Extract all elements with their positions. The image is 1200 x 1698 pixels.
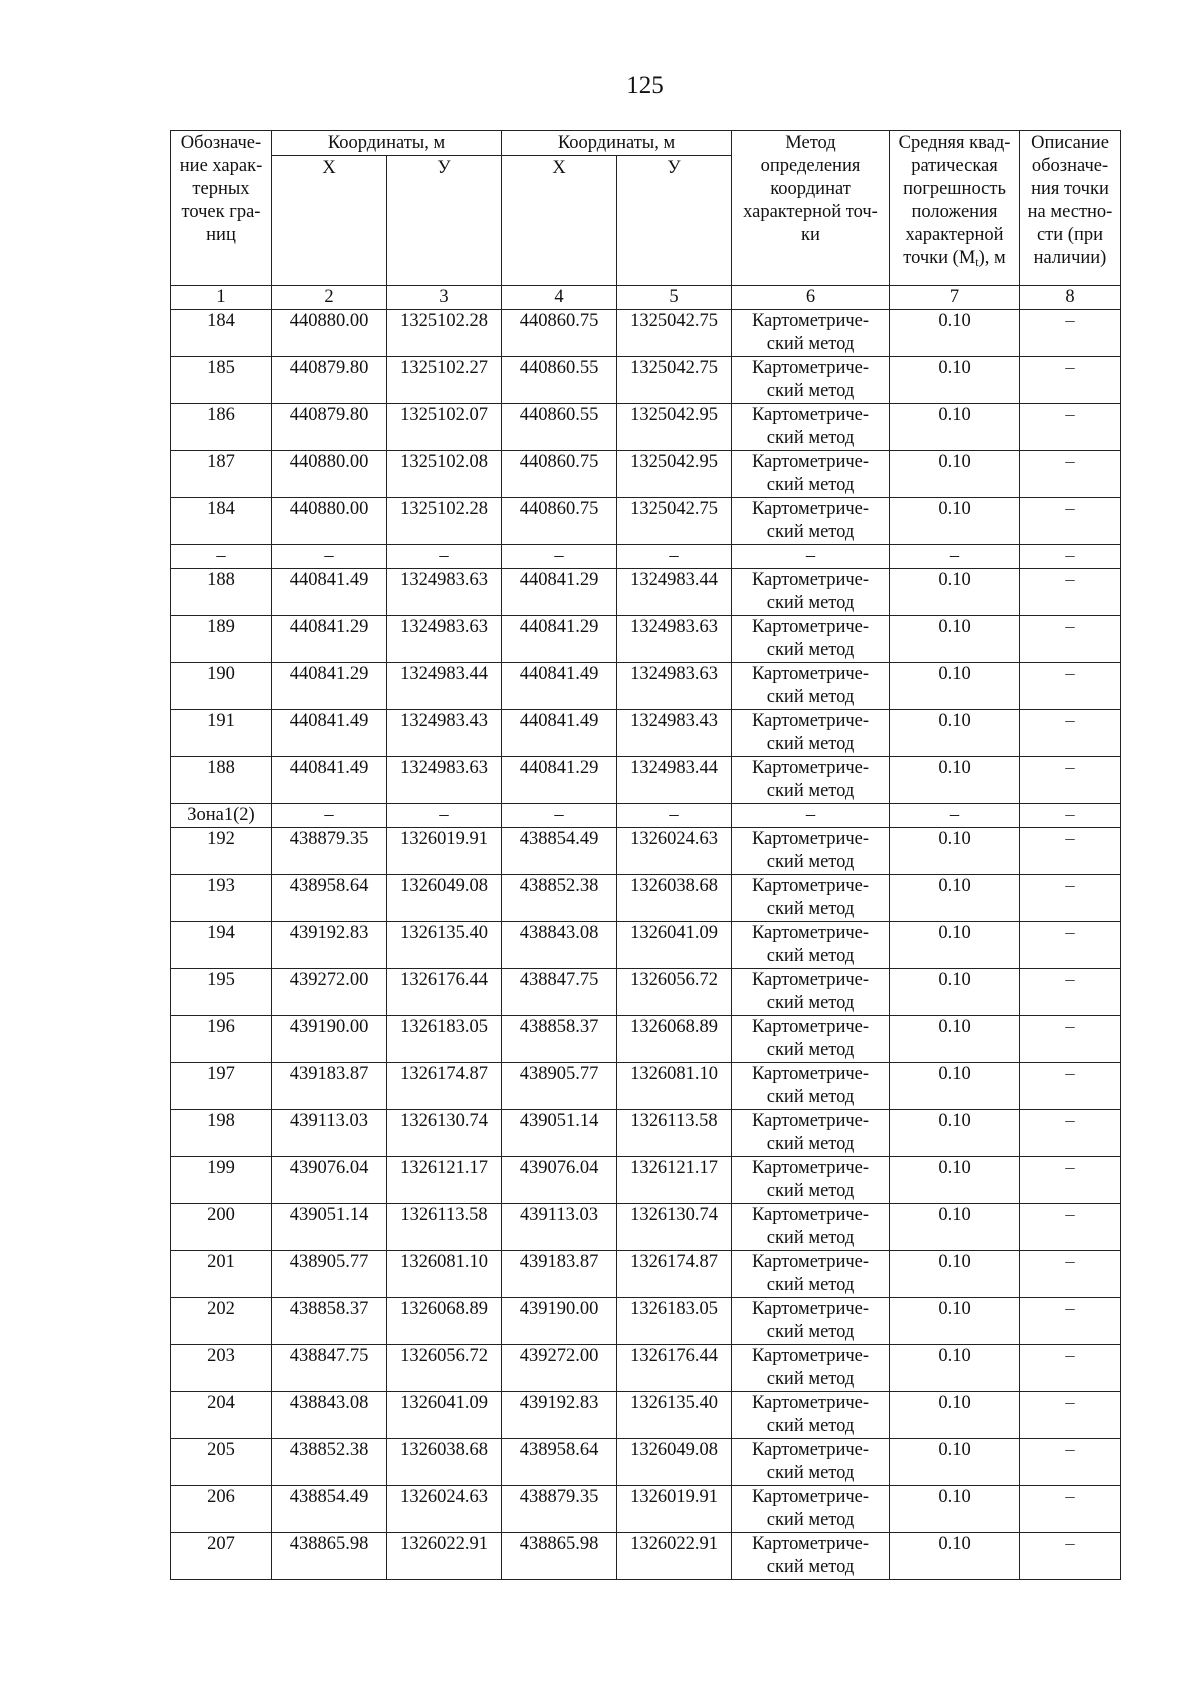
point-id-cell: 194 bbox=[171, 922, 272, 969]
description-cell: – bbox=[1020, 357, 1121, 404]
point-id-cell: 205 bbox=[171, 1439, 272, 1486]
x1-cell: 440879.80 bbox=[272, 404, 387, 451]
x2-cell: 440860.75 bbox=[502, 310, 617, 357]
error-cell: 0.10 bbox=[890, 1533, 1020, 1580]
table-row bbox=[171, 710, 1121, 757]
error-cell: 0.10 bbox=[890, 1392, 1020, 1439]
point-id-cell: 197 bbox=[171, 1063, 272, 1110]
header-coordinates-group-a: Координаты, м bbox=[272, 131, 502, 156]
table-row bbox=[171, 1204, 1121, 1251]
description-cell: – bbox=[1020, 451, 1121, 498]
x1-cell: 439113.03 bbox=[272, 1110, 387, 1157]
method-cell: Картометриче- ский метод bbox=[732, 1392, 890, 1439]
point-id-cell: 203 bbox=[171, 1345, 272, 1392]
error-cell: 0.10 bbox=[890, 498, 1020, 545]
point-id-cell: 199 bbox=[171, 1157, 272, 1204]
x1-cell: 438843.08 bbox=[272, 1392, 387, 1439]
x2-cell: 440860.55 bbox=[502, 404, 617, 451]
method-cell: Картометриче- ский метод bbox=[732, 357, 890, 404]
error-cell: 0.10 bbox=[890, 569, 1020, 616]
y1-cell: – bbox=[387, 545, 502, 569]
table-row bbox=[171, 1298, 1121, 1345]
description-cell: – bbox=[1020, 804, 1121, 828]
method-cell: Картометриче- ский метод bbox=[732, 1533, 890, 1580]
header-x-b: Х bbox=[502, 156, 617, 286]
error-cell: 0.10 bbox=[890, 1063, 1020, 1110]
error-cell: 0.10 bbox=[890, 710, 1020, 757]
y2-cell: 1325042.95 bbox=[617, 451, 732, 498]
column-number: 1 bbox=[171, 286, 272, 310]
description-cell: – bbox=[1020, 969, 1121, 1016]
table-row bbox=[171, 1345, 1121, 1392]
description-cell: – bbox=[1020, 828, 1121, 875]
error-cell: 0.10 bbox=[890, 616, 1020, 663]
x2-cell: 440860.75 bbox=[502, 498, 617, 545]
error-cell: 0.10 bbox=[890, 757, 1020, 804]
x2-cell: 438847.75 bbox=[502, 969, 617, 1016]
y1-cell: 1325102.27 bbox=[387, 357, 502, 404]
y2-cell: 1326081.10 bbox=[617, 1063, 732, 1110]
description-cell: – bbox=[1020, 1063, 1121, 1110]
method-cell: Картометриче- ский метод bbox=[732, 310, 890, 357]
y1-cell: 1325102.28 bbox=[387, 310, 502, 357]
x1-cell: 440880.00 bbox=[272, 498, 387, 545]
x2-cell: 440841.29 bbox=[502, 569, 617, 616]
method-cell: Картометриче- ский метод bbox=[732, 1016, 890, 1063]
table-row bbox=[171, 1392, 1121, 1439]
y2-cell: 1326056.72 bbox=[617, 969, 732, 1016]
x1-cell: 438905.77 bbox=[272, 1251, 387, 1298]
point-id-cell: – bbox=[171, 545, 272, 569]
table-row bbox=[171, 969, 1121, 1016]
table-row bbox=[171, 663, 1121, 710]
column-number: 8 bbox=[1020, 286, 1121, 310]
y1-cell: 1326024.63 bbox=[387, 1486, 502, 1533]
method-cell: Картометриче- ский метод bbox=[732, 451, 890, 498]
error-cell: 0.10 bbox=[890, 310, 1020, 357]
y1-cell: 1326038.68 bbox=[387, 1439, 502, 1486]
y2-cell: 1324983.43 bbox=[617, 710, 732, 757]
table-row bbox=[171, 922, 1121, 969]
x1-cell: 440841.29 bbox=[272, 663, 387, 710]
table-body bbox=[171, 310, 1121, 1580]
x2-cell: 438958.64 bbox=[502, 1439, 617, 1486]
table-row bbox=[171, 310, 1121, 357]
point-id-cell: 200 bbox=[171, 1204, 272, 1251]
method-cell: Картометриче- ский метод bbox=[732, 1345, 890, 1392]
description-cell: – bbox=[1020, 616, 1121, 663]
y1-cell: 1326130.74 bbox=[387, 1110, 502, 1157]
method-cell: Картометриче- ский метод bbox=[732, 710, 890, 757]
y2-cell: 1326068.89 bbox=[617, 1016, 732, 1063]
y2-cell: 1326135.40 bbox=[617, 1392, 732, 1439]
error-cell: 0.10 bbox=[890, 1110, 1020, 1157]
error-cell: 0.10 bbox=[890, 663, 1020, 710]
point-id-cell: 207 bbox=[171, 1533, 272, 1580]
description-cell: – bbox=[1020, 1110, 1121, 1157]
error-cell: 0.10 bbox=[890, 1157, 1020, 1204]
y2-cell: 1326176.44 bbox=[617, 1345, 732, 1392]
x2-cell: 439183.87 bbox=[502, 1251, 617, 1298]
description-cell: – bbox=[1020, 404, 1121, 451]
header-y-b: У bbox=[617, 156, 732, 286]
table-row bbox=[171, 875, 1121, 922]
y1-cell: 1326019.91 bbox=[387, 828, 502, 875]
column-number-row bbox=[171, 286, 1121, 310]
x2-cell: 439190.00 bbox=[502, 1298, 617, 1345]
description-cell: – bbox=[1020, 545, 1121, 569]
description-cell: – bbox=[1020, 1157, 1121, 1204]
y1-cell: 1326176.44 bbox=[387, 969, 502, 1016]
header-coordinates-group-b: Координаты, м bbox=[502, 131, 732, 156]
table-row bbox=[171, 1533, 1121, 1580]
x1-cell: 438852.38 bbox=[272, 1439, 387, 1486]
y2-cell: 1324983.44 bbox=[617, 569, 732, 616]
description-cell: – bbox=[1020, 1486, 1121, 1533]
method-cell: Картометриче- ский метод bbox=[732, 828, 890, 875]
error-cell: 0.10 bbox=[890, 1251, 1020, 1298]
description-cell: – bbox=[1020, 1345, 1121, 1392]
y1-cell: 1326081.10 bbox=[387, 1251, 502, 1298]
point-id-cell: 202 bbox=[171, 1298, 272, 1345]
x2-cell: 440841.29 bbox=[502, 757, 617, 804]
table-row bbox=[171, 828, 1121, 875]
y1-cell: 1325102.28 bbox=[387, 498, 502, 545]
description-cell: – bbox=[1020, 1533, 1121, 1580]
y2-cell: 1326113.58 bbox=[617, 1110, 732, 1157]
x1-cell: 438865.98 bbox=[272, 1533, 387, 1580]
coordinates-table bbox=[170, 130, 1121, 1580]
x1-cell: 440879.80 bbox=[272, 357, 387, 404]
x1-cell: 439183.87 bbox=[272, 1063, 387, 1110]
y2-cell: 1325042.75 bbox=[617, 310, 732, 357]
x2-cell: 439272.00 bbox=[502, 1345, 617, 1392]
x2-cell: – bbox=[502, 545, 617, 569]
y2-cell: – bbox=[617, 804, 732, 828]
y1-cell: 1326135.40 bbox=[387, 922, 502, 969]
table-row bbox=[171, 451, 1121, 498]
method-cell: Картометриче- ский метод bbox=[732, 569, 890, 616]
y2-cell: 1326019.91 bbox=[617, 1486, 732, 1533]
y2-cell: 1326130.74 bbox=[617, 1204, 732, 1251]
error-cell: 0.10 bbox=[890, 451, 1020, 498]
table-row bbox=[171, 404, 1121, 451]
point-id-cell: 187 bbox=[171, 451, 272, 498]
x1-cell: 439190.00 bbox=[272, 1016, 387, 1063]
method-cell: Картометриче- ский метод bbox=[732, 1298, 890, 1345]
y1-cell: 1326174.87 bbox=[387, 1063, 502, 1110]
page-number: 125 bbox=[626, 72, 664, 99]
x1-cell: 440841.49 bbox=[272, 710, 387, 757]
x2-cell: 440860.55 bbox=[502, 357, 617, 404]
y2-cell: 1326041.09 bbox=[617, 922, 732, 969]
x1-cell: 439076.04 bbox=[272, 1157, 387, 1204]
y2-cell: 1326049.08 bbox=[617, 1439, 732, 1486]
y2-cell: 1326183.05 bbox=[617, 1298, 732, 1345]
method-cell: Картометриче- ский метод bbox=[732, 1204, 890, 1251]
x2-cell: 440841.49 bbox=[502, 663, 617, 710]
x2-cell: – bbox=[502, 804, 617, 828]
header-mean-square-error: Средняя квад- ратическая погрешность положения характерной точки $(M_t)$, м bbox=[890, 131, 1020, 286]
y1-cell: 1324983.44 bbox=[387, 663, 502, 710]
method-cell: Картометриче- ский метод bbox=[732, 1157, 890, 1204]
point-id-cell: 185 bbox=[171, 357, 272, 404]
error-cell: 0.10 bbox=[890, 875, 1020, 922]
y2-cell: 1324983.44 bbox=[617, 757, 732, 804]
description-cell: – bbox=[1020, 757, 1121, 804]
error-cell: 0.10 bbox=[890, 828, 1020, 875]
x2-cell: 440860.75 bbox=[502, 451, 617, 498]
method-cell: Картометриче- ский метод bbox=[732, 969, 890, 1016]
method-cell: – bbox=[732, 545, 890, 569]
x1-cell: 440880.00 bbox=[272, 310, 387, 357]
y1-cell: – bbox=[387, 804, 502, 828]
point-id-cell: Зона1(2) bbox=[171, 804, 272, 828]
x1-cell: 438858.37 bbox=[272, 1298, 387, 1345]
point-id-cell: 204 bbox=[171, 1392, 272, 1439]
table-row bbox=[171, 1486, 1121, 1533]
y2-cell: 1325042.95 bbox=[617, 404, 732, 451]
y1-cell: 1325102.08 bbox=[387, 451, 502, 498]
error-cell: – bbox=[890, 545, 1020, 569]
y1-cell: 1326068.89 bbox=[387, 1298, 502, 1345]
description-cell: – bbox=[1020, 498, 1121, 545]
method-cell: Картометриче- ский метод bbox=[732, 1110, 890, 1157]
point-id-cell: 190 bbox=[171, 663, 272, 710]
y2-cell: – bbox=[617, 545, 732, 569]
separator-row bbox=[171, 545, 1121, 569]
method-cell: Картометриче- ский метод bbox=[732, 757, 890, 804]
x1-cell: 439272.00 bbox=[272, 969, 387, 1016]
point-id-cell: 193 bbox=[171, 875, 272, 922]
description-cell: – bbox=[1020, 310, 1121, 357]
error-cell: 0.10 bbox=[890, 357, 1020, 404]
x1-cell: 438847.75 bbox=[272, 1345, 387, 1392]
error-cell: 0.10 bbox=[890, 404, 1020, 451]
x1-cell: 439192.83 bbox=[272, 922, 387, 969]
point-id-cell: 188 bbox=[171, 569, 272, 616]
method-cell: Картометриче- ский метод bbox=[732, 1486, 890, 1533]
x1-cell: 438854.49 bbox=[272, 1486, 387, 1533]
table-row bbox=[171, 498, 1121, 545]
method-cell: Картометриче- ский метод bbox=[732, 616, 890, 663]
description-cell: – bbox=[1020, 1016, 1121, 1063]
description-cell: – bbox=[1020, 1439, 1121, 1486]
y1-cell: 1326049.08 bbox=[387, 875, 502, 922]
method-cell: Картометриче- ский метод bbox=[732, 1063, 890, 1110]
y1-cell: 1324983.43 bbox=[387, 710, 502, 757]
x1-cell: 440841.49 bbox=[272, 757, 387, 804]
y1-cell: 1325102.07 bbox=[387, 404, 502, 451]
x1-cell: – bbox=[272, 545, 387, 569]
x2-cell: 439192.83 bbox=[502, 1392, 617, 1439]
table-row bbox=[171, 616, 1121, 663]
description-cell: – bbox=[1020, 1204, 1121, 1251]
y1-cell: 1324983.63 bbox=[387, 757, 502, 804]
y1-cell: 1326022.91 bbox=[387, 1533, 502, 1580]
method-cell: Картометриче- ский метод bbox=[732, 404, 890, 451]
table-row bbox=[171, 569, 1121, 616]
point-id-cell: 184 bbox=[171, 310, 272, 357]
header-point-designation: Обозначе- ние харак- терных точек гра- ниц bbox=[171, 131, 272, 286]
y1-cell: 1326121.17 bbox=[387, 1157, 502, 1204]
y2-cell: 1324983.63 bbox=[617, 616, 732, 663]
table-row bbox=[171, 357, 1121, 404]
point-id-cell: 195 bbox=[171, 969, 272, 1016]
error-cell: 0.10 bbox=[890, 1439, 1020, 1486]
description-cell: – bbox=[1020, 663, 1121, 710]
description-cell: – bbox=[1020, 1251, 1121, 1298]
y2-cell: 1325042.75 bbox=[617, 498, 732, 545]
y2-cell: 1326022.91 bbox=[617, 1533, 732, 1580]
x2-cell: 438905.77 bbox=[502, 1063, 617, 1110]
y2-cell: 1326024.63 bbox=[617, 828, 732, 875]
column-number: 4 bbox=[502, 286, 617, 310]
point-id-cell: 188 bbox=[171, 757, 272, 804]
point-id-cell: 198 bbox=[171, 1110, 272, 1157]
header-x-a: Х bbox=[272, 156, 387, 286]
point-id-cell: 201 bbox=[171, 1251, 272, 1298]
x2-cell: 438852.38 bbox=[502, 875, 617, 922]
error-cell: – bbox=[890, 804, 1020, 828]
error-cell: 0.10 bbox=[890, 1345, 1020, 1392]
method-cell: Картометриче- ский метод bbox=[732, 1439, 890, 1486]
column-number: 2 bbox=[272, 286, 387, 310]
description-cell: – bbox=[1020, 1298, 1121, 1345]
table-row bbox=[171, 1063, 1121, 1110]
separator-row bbox=[171, 804, 1121, 828]
header-method: Метод определения координат характерной точ- ки bbox=[732, 131, 890, 286]
point-id-cell: 184 bbox=[171, 498, 272, 545]
y2-cell: 1324983.63 bbox=[617, 663, 732, 710]
x2-cell: 439113.03 bbox=[502, 1204, 617, 1251]
table-row bbox=[171, 1157, 1121, 1204]
x2-cell: 440841.29 bbox=[502, 616, 617, 663]
table-row bbox=[171, 1016, 1121, 1063]
x1-cell: 439051.14 bbox=[272, 1204, 387, 1251]
point-id-cell: 206 bbox=[171, 1486, 272, 1533]
y1-cell: 1324983.63 bbox=[387, 569, 502, 616]
method-cell: Картометриче- ский метод bbox=[732, 922, 890, 969]
column-number: 6 bbox=[732, 286, 890, 310]
y1-cell: 1326041.09 bbox=[387, 1392, 502, 1439]
method-cell: Картометриче- ский метод bbox=[732, 875, 890, 922]
table-row bbox=[171, 757, 1121, 804]
description-cell: – bbox=[1020, 710, 1121, 757]
y1-cell: 1326183.05 bbox=[387, 1016, 502, 1063]
error-cell: 0.10 bbox=[890, 1486, 1020, 1533]
point-id-cell: 192 bbox=[171, 828, 272, 875]
y1-cell: 1326113.58 bbox=[387, 1204, 502, 1251]
column-number: 5 bbox=[617, 286, 732, 310]
x1-cell: 440841.49 bbox=[272, 569, 387, 616]
description-cell: – bbox=[1020, 569, 1121, 616]
x1-cell: 440880.00 bbox=[272, 451, 387, 498]
point-id-cell: 189 bbox=[171, 616, 272, 663]
y1-cell: 1326056.72 bbox=[387, 1345, 502, 1392]
table-row bbox=[171, 1251, 1121, 1298]
header-y-a: У bbox=[387, 156, 502, 286]
description-cell: – bbox=[1020, 875, 1121, 922]
error-cell: 0.10 bbox=[890, 922, 1020, 969]
y2-cell: 1325042.75 bbox=[617, 357, 732, 404]
description-cell: – bbox=[1020, 1392, 1121, 1439]
x1-cell: – bbox=[272, 804, 387, 828]
method-cell: Картометриче- ский метод bbox=[732, 1251, 890, 1298]
header-point-description: Описание обозначе- ния точки на местно- сти (при наличии) bbox=[1020, 131, 1121, 286]
y2-cell: 1326121.17 bbox=[617, 1157, 732, 1204]
table-row bbox=[171, 1110, 1121, 1157]
x2-cell: 438858.37 bbox=[502, 1016, 617, 1063]
method-cell: Картометриче- ский метод bbox=[732, 663, 890, 710]
point-id-cell: 191 bbox=[171, 710, 272, 757]
method-cell: Картометриче- ский метод bbox=[732, 498, 890, 545]
error-cell: 0.10 bbox=[890, 1298, 1020, 1345]
x1-cell: 438879.35 bbox=[272, 828, 387, 875]
x1-cell: 440841.29 bbox=[272, 616, 387, 663]
y2-cell: 1326038.68 bbox=[617, 875, 732, 922]
error-cell: 0.10 bbox=[890, 1016, 1020, 1063]
x1-cell: 438958.64 bbox=[272, 875, 387, 922]
y2-cell: 1326174.87 bbox=[617, 1251, 732, 1298]
description-cell: – bbox=[1020, 922, 1121, 969]
y1-cell: 1324983.63 bbox=[387, 616, 502, 663]
method-cell: – bbox=[732, 804, 890, 828]
x2-cell: 439051.14 bbox=[502, 1110, 617, 1157]
point-id-cell: 196 bbox=[171, 1016, 272, 1063]
x2-cell: 438854.49 bbox=[502, 828, 617, 875]
x2-cell: 439076.04 bbox=[502, 1157, 617, 1204]
column-number: 7 bbox=[890, 286, 1020, 310]
table-row bbox=[171, 1439, 1121, 1486]
x2-cell: 440841.49 bbox=[502, 710, 617, 757]
column-number: 3 bbox=[387, 286, 502, 310]
error-cell: 0.10 bbox=[890, 1204, 1020, 1251]
x2-cell: 438879.35 bbox=[502, 1486, 617, 1533]
point-id-cell: 186 bbox=[171, 404, 272, 451]
x2-cell: 438843.08 bbox=[502, 922, 617, 969]
error-cell: 0.10 bbox=[890, 969, 1020, 1016]
x2-cell: 438865.98 bbox=[502, 1533, 617, 1580]
